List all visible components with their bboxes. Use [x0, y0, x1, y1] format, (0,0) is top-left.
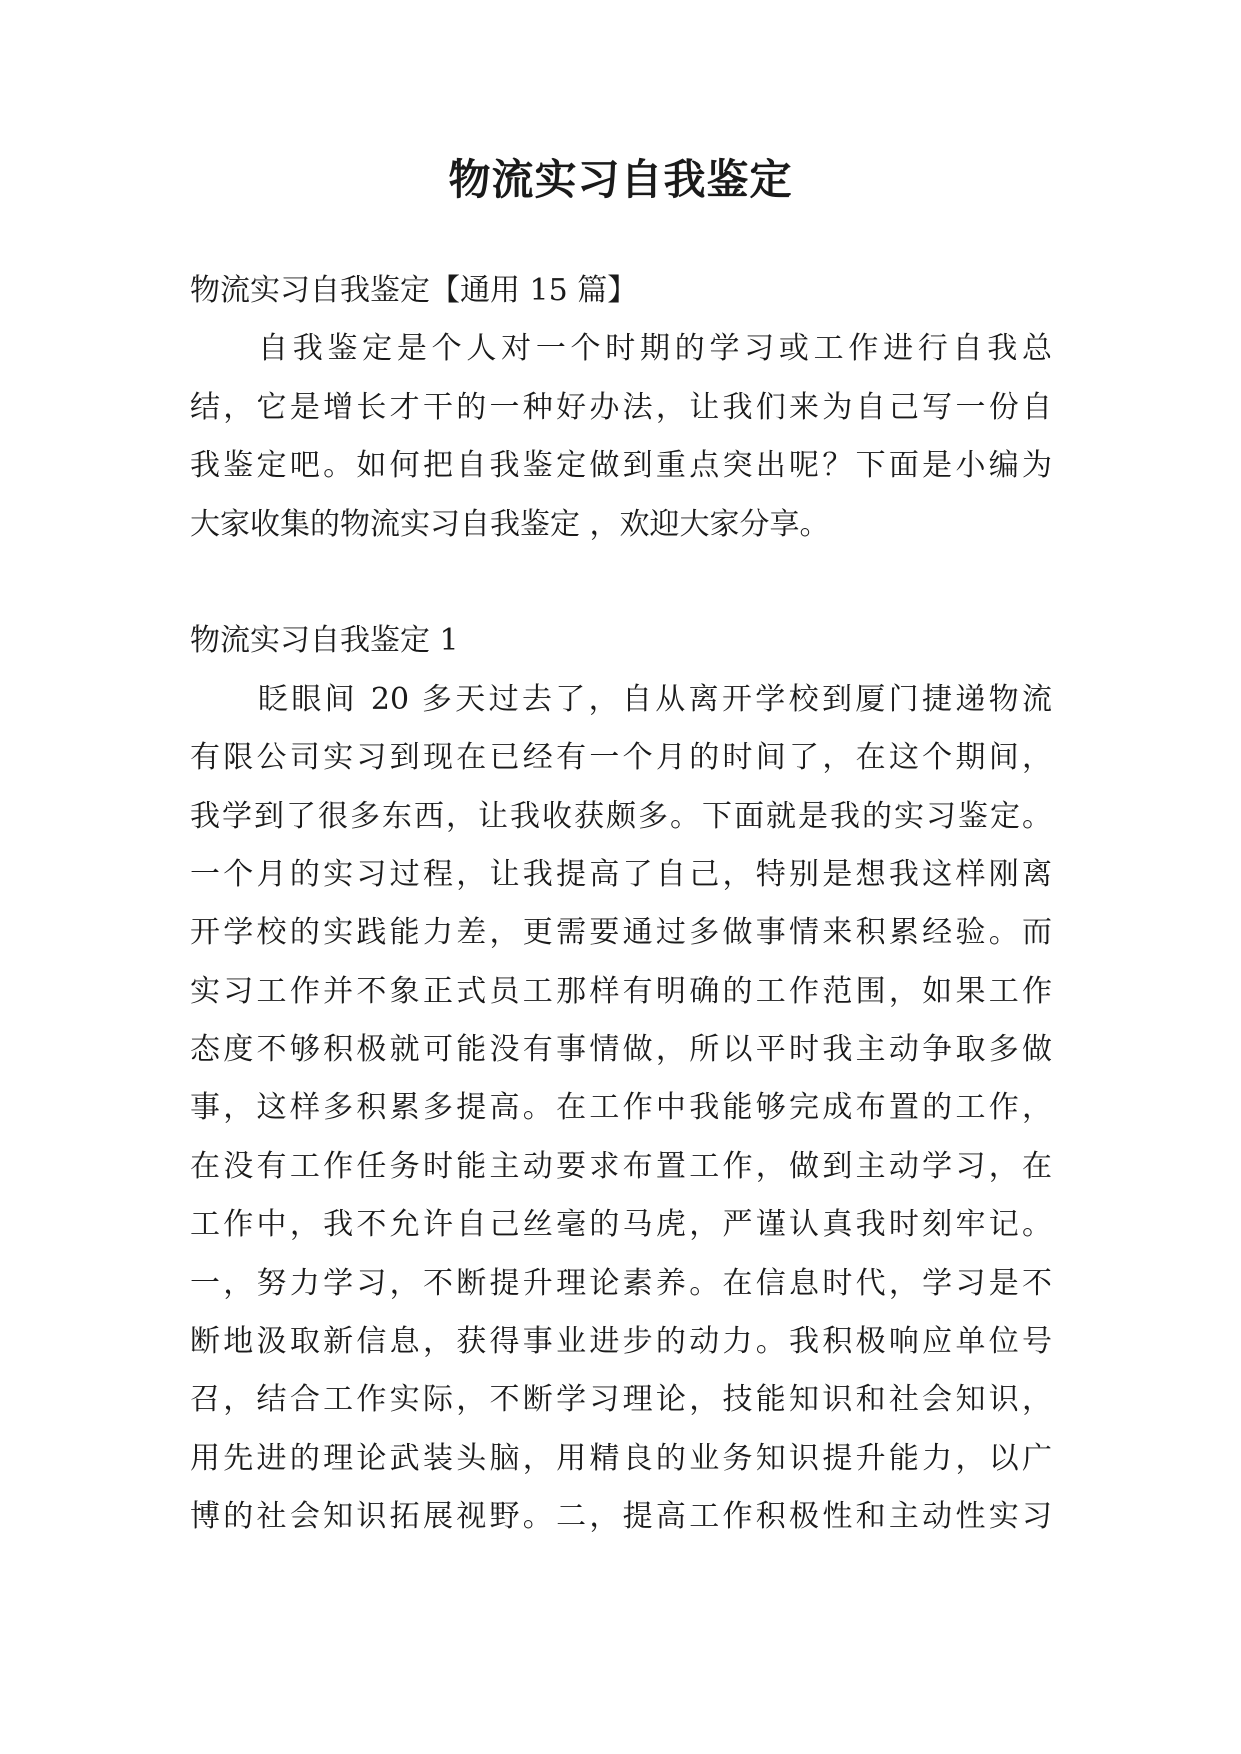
- paragraph-line: 我学到了很多东西，让我收获颇多。下面就是我的实习鉴定。: [190, 798, 1052, 834]
- paragraph-line: 工作中，我不允许自己丝毫的马虎，严谨认真我时刻牢记。: [190, 1207, 1052, 1243]
- paragraph-line: 我鉴定吧。如何把自我鉴定做到重点突出呢？下面是小编为: [190, 448, 1052, 484]
- paragraph-line: 断地汲取新信息，获得事业进步的动力。我积极响应单位号: [190, 1324, 1052, 1360]
- document-body: [190, 262, 1052, 1547]
- paragraph-line: 博的社会知识拓展视野。二，提高工作积极性和主动性实习: [190, 1499, 1052, 1535]
- paragraph-line: 有限公司实习到现在已经有一个月的时间了，在这个期间，: [190, 740, 1052, 776]
- section-paragraph: [190, 671, 1052, 1547]
- paragraph-line: 在没有工作任务时能主动要求布置工作，做到主动学习，在: [190, 1148, 1052, 1184]
- paragraph-spacer: [190, 554, 1052, 612]
- paragraph-line: 一个月的实习过程，让我提高了自己，特别是想我这样刚离: [190, 856, 1052, 892]
- paragraph-line: 召，结合工作实际，不断学习理论，技能知识和社会知识，: [190, 1382, 1052, 1418]
- section-heading: 物流实习自我鉴定 1: [190, 623, 459, 659]
- paragraph-line: 用先进的理论武装头脑，用精良的业务知识提升能力，以广: [190, 1440, 1052, 1476]
- paragraph-line: 开学校的实践能力差，更需要通过多做事情来积累经验。而: [190, 915, 1052, 951]
- paragraph-line: 事，这样多积累多提高。在工作中我能够完成布置的工作，: [190, 1090, 1052, 1126]
- paragraph-line: 大家收集的物流实习自我鉴定 ，欢迎大家分享。: [190, 506, 830, 542]
- intro-paragraph: [190, 320, 1052, 554]
- document-title: 物流实习自我鉴定: [448, 155, 793, 204]
- document-subtitle: 物流实习自我鉴定【通用 15 篇】: [190, 273, 638, 308]
- paragraph-line: 态度不够积极就可能没有事情做，所以平时我主动争取多做: [190, 1032, 1052, 1068]
- paragraph-line: 眨眼间 20 多天过去了，自从离开学校到厦门捷递物流: [258, 681, 1052, 717]
- paragraph-line: 一，努力学习，不断提升理论素养。在信息时代，学习是不: [190, 1265, 1052, 1301]
- paragraph-line: 结，它是增长才干的一种好办法，让我们来为自己写一份自: [190, 389, 1052, 425]
- paragraph-line: 实习工作并不象正式员工那样有明确的工作范围，如果工作: [190, 973, 1052, 1009]
- paragraph-line: 自我鉴定是个人对一个时期的学习或工作进行自我总: [258, 331, 1052, 367]
